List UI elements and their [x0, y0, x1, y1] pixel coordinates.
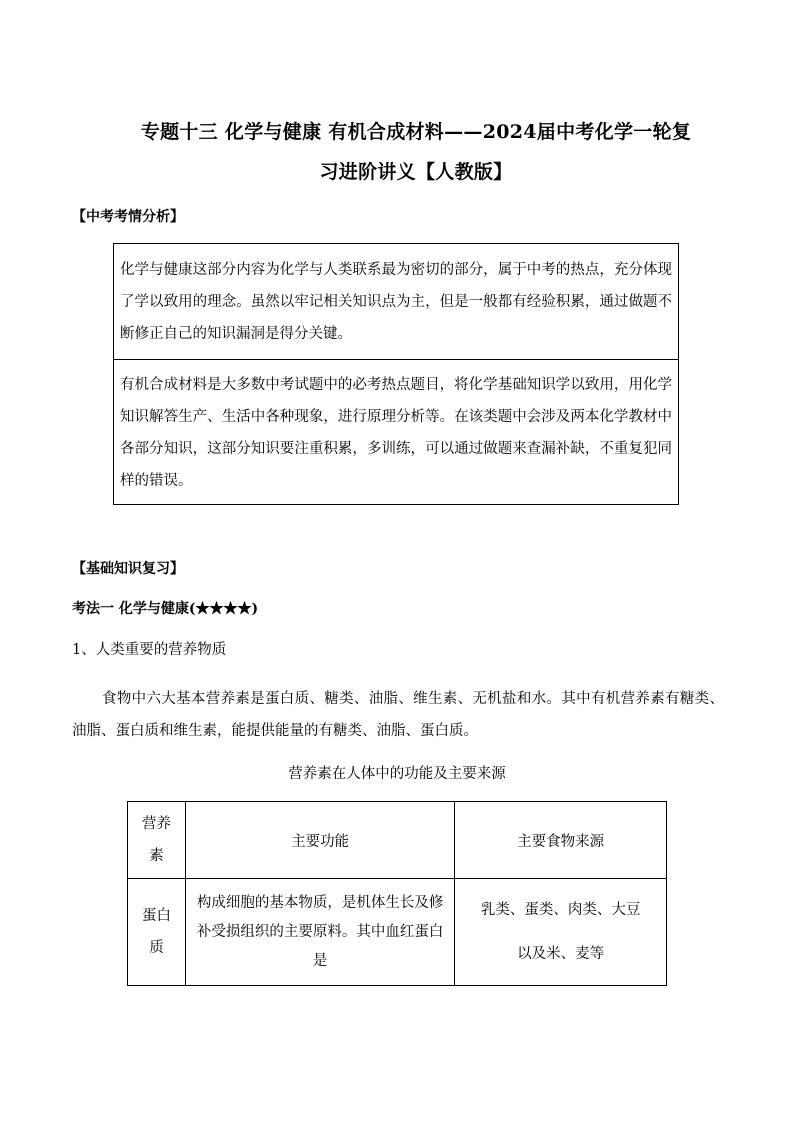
- cell-nutrient: 蛋白质: [128, 879, 186, 986]
- table-caption: 营养素在人体中的功能及主要来源: [288, 766, 506, 782]
- item-heading: 1、人类重要的营养物质: [72, 642, 227, 658]
- method-heading: 考法一 化学与健康(★★★★): [72, 601, 259, 617]
- title-line-2: 习进阶讲义【人教版】: [319, 161, 513, 183]
- analysis-divider: [114, 359, 678, 360]
- analysis-cell-2: 有机合成材料是大多数中考试题中的必考热点题目，将化学基础知识学以致用，用化学知识解答生产、生活中各种现象，进行原理分析等。在该类题中会涉及两本化学教材中各部分知识，这部分知识要注重积累，多训练，可以通过做题来查漏补缺，不重复犯同样的错误。: [120, 377, 672, 489]
- table-row: [128, 879, 667, 986]
- intro-paragraph: 食物中六大基本营养素是蛋白质、糖类、油脂、维生素、无机盐和水。其中有机营养素有糖类、油脂、蛋白质和维生素，能提供能量的有糖类、油脂、蛋白质。: [72, 691, 724, 739]
- header-nutrient: 营养素: [128, 802, 186, 879]
- nutrient-table: [127, 801, 667, 986]
- analysis-box: [113, 243, 679, 505]
- document-title: [96, 112, 736, 192]
- analysis-heading: 【中考考情分析】: [72, 209, 184, 225]
- cell-function: 构成细胞的基本物质，是机体生长及修补受损组织的主要原料。其中血红蛋白是: [185, 879, 454, 986]
- cell-source: 乳类、蛋类、肉类、大豆以及米、麦等: [455, 879, 667, 986]
- header-function: 主要功能: [185, 802, 454, 879]
- review-heading: 【基础知识复习】: [72, 561, 184, 577]
- title-line-1: 专题十三 化学与健康 有机合成材料——2024届中考化学一轮复: [140, 121, 692, 143]
- analysis-cell-1: 化学与健康这部分内容为化学与人类联系最为密切的部分，属于中考的热点，充分体现了学以致用的理念。虽然以牢记相关知识点为主，但是一般都有经验积累，通过做题不断修正自己的知识漏洞是得分关键。: [120, 262, 672, 342]
- header-source: 主要食物来源: [455, 802, 667, 879]
- table-header-row: [128, 802, 667, 879]
